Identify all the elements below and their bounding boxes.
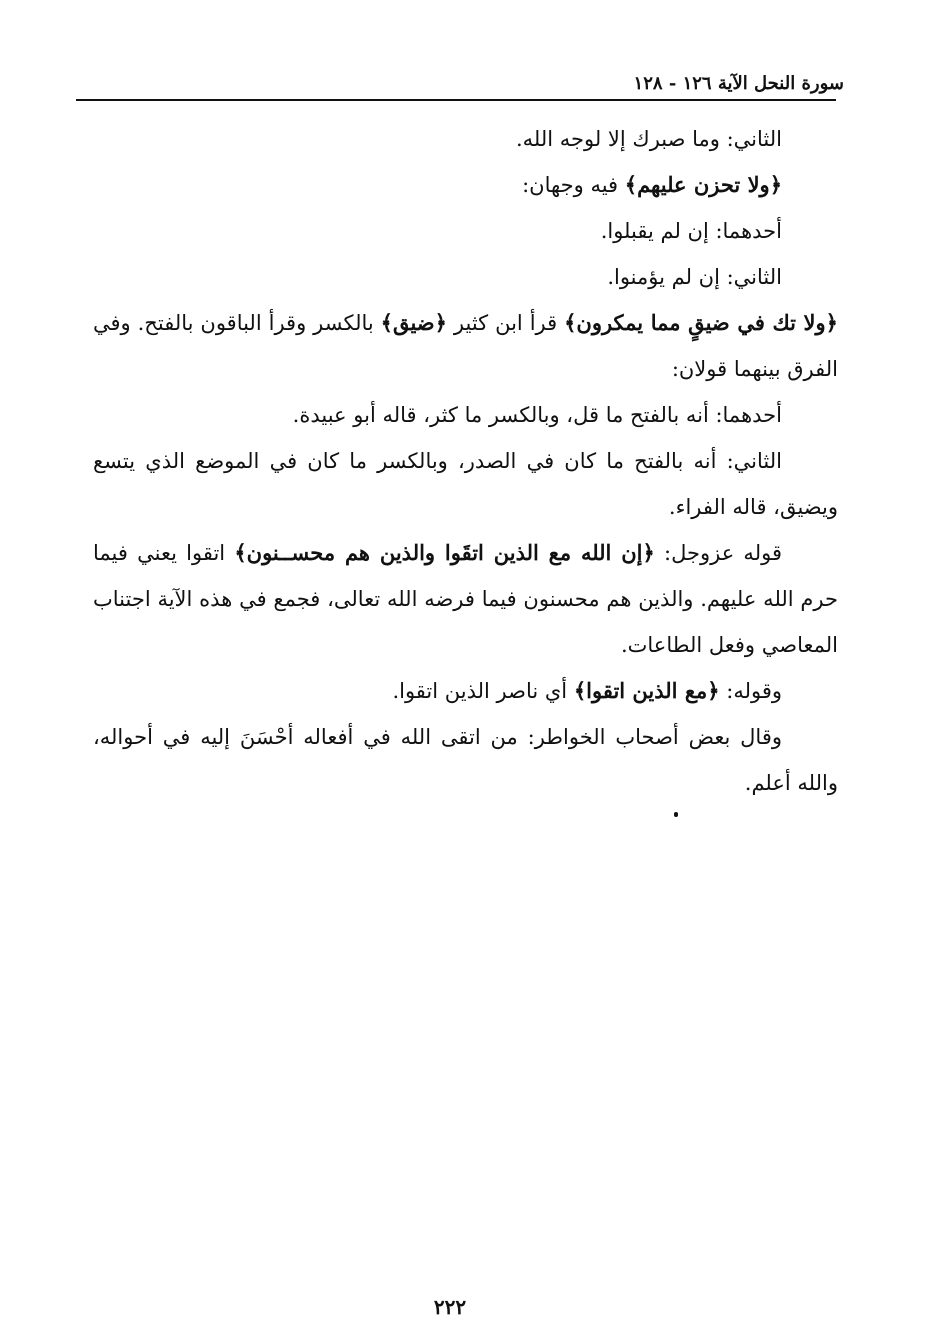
paragraph-text: الثاني: إن لم يؤمنوا. — [607, 265, 782, 289]
paragraph-1 — [93, 116, 838, 162]
paragraph-text: اتقوا يعني فيما حرم الله عليهم. والذين هم محسنون فيما فرضه الله تعالى، فجمع في هذه الآية اجتناب المعاصي وفعل الطاعات. — [93, 541, 838, 657]
paragraph-text: أحدهما: أنه بالفتح ما قل، وبالكسر ما كثر، قاله أبو عبيدة. — [292, 403, 782, 427]
paragraph-text: الثاني: وما صبرك إلا لوجه الله. — [515, 127, 782, 151]
paragraph-3 — [93, 208, 838, 254]
paragraph-6 — [93, 392, 838, 438]
paragraph-4 — [93, 254, 838, 300]
paragraph-text: وقال بعض أصحاب الخواطر: من اتقى الله في أفعاله أحْسَنَ إليه في أحواله، والله أعلم. — [93, 725, 838, 795]
paragraph-text: وقوله: — [719, 679, 782, 703]
quran-quote: ﴿ولا تحزن عليهم﴾ — [624, 172, 782, 197]
paragraph-text: فيه وجهان: — [522, 173, 625, 197]
header-rule — [76, 99, 836, 101]
paragraph-text: بالكسر وقرأ الباقون بالفتح. وفي الفرق بينهما قولان: — [93, 311, 838, 381]
paragraph-2 — [93, 162, 838, 208]
paragraph-text: أي ناصر الذين اتقوا. — [392, 679, 574, 703]
ink-speck — [674, 812, 678, 817]
paragraph-text: قوله عزوجل: — [654, 541, 782, 565]
quran-quote: ﴿ضيق﴾ — [380, 310, 447, 335]
quran-quote: ﴿ولا تك في ضيقٍ مما يمكرون﴾ — [564, 310, 838, 335]
paragraph-text: قرأ ابن كثير — [446, 311, 565, 335]
running-head: سورة النحل الآية ١٢٦ - ١٢٨ — [633, 73, 844, 94]
page-number: ٢٢٢ — [433, 1295, 467, 1319]
body-text — [93, 116, 838, 806]
quran-quote: ﴿إن الله مع الذين اتقَوا والذين هم محســنون﴾ — [234, 540, 655, 565]
quran-quote: ﴿مع الذين اتقوا﴾ — [573, 678, 720, 703]
paragraph-text: أحدهما: إن لم يقبلوا. — [600, 219, 782, 243]
paragraph-9 — [93, 668, 838, 714]
paragraph-text: الثاني: أنه بالفتح ما كان في الصدر، وبالكسر ما كان في الموضع الذي يتسع ويضيق، قاله الفراء. — [93, 449, 838, 519]
paragraph-10 — [93, 714, 838, 806]
paragraph-5 — [93, 300, 838, 392]
paragraph-7 — [93, 438, 838, 530]
paragraph-8 — [93, 530, 838, 668]
